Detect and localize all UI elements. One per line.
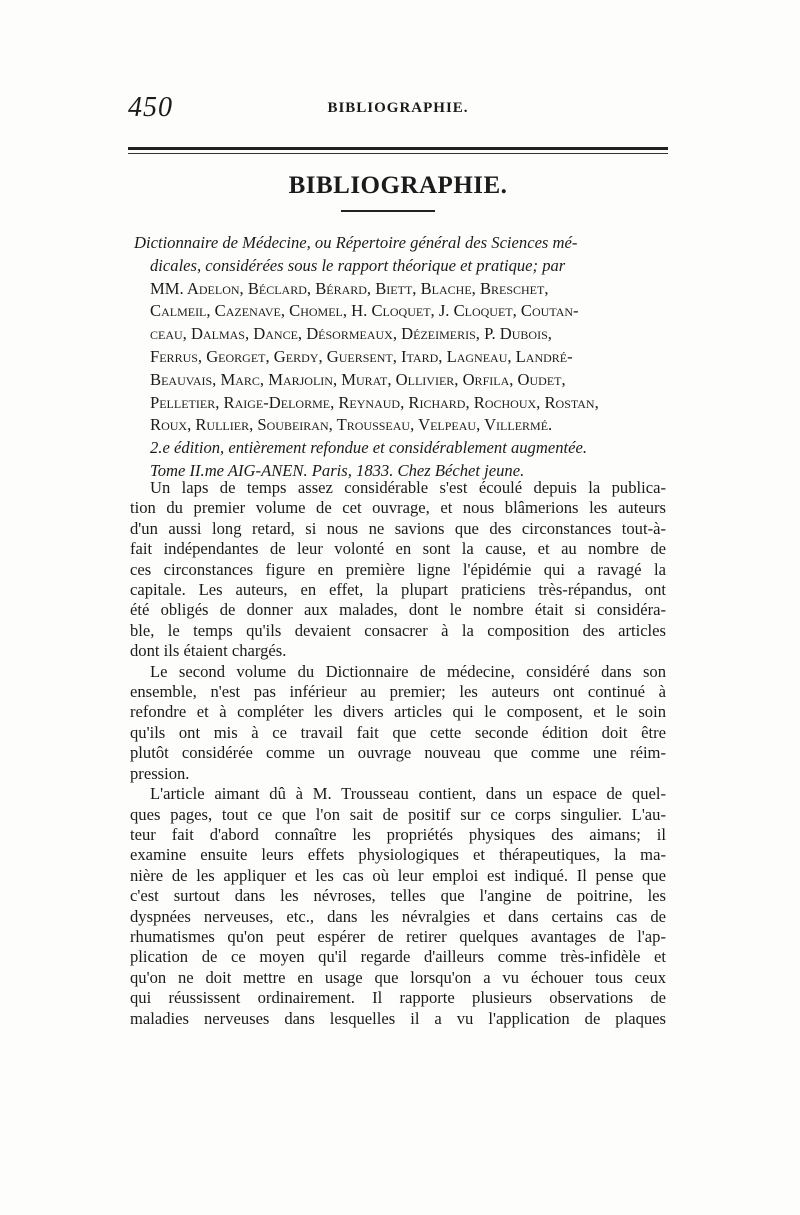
text-line: tion du premier volume de cet ouvrage, et nous blâmerions les auteurs [130, 498, 666, 518]
page-number: 450 [128, 92, 173, 123]
text-line: examine ensuite leurs effets physiologiques et thérapeutiques, la ma- [130, 845, 666, 865]
text-line: fait indépendantes de leur volonté en sont la cause, et au nombre de [130, 539, 666, 559]
title-rule [341, 210, 435, 212]
text-line: nière de les appliquer et les cas où leur emploi est indiqué. Il pense que [130, 865, 666, 885]
text-line: qu'on ne doit mettre en usage que lorsqu'on a vu échouer tous ceux [130, 967, 666, 987]
citation-line: 2.e édition, entièrement refondue et considérablement augmentée. [150, 438, 587, 458]
text-line: plication de ce moyen qu'il regarde d'ailleurs comme très-infidèle et [130, 947, 666, 967]
text-line: été obligés de donner aux malades, dont le nombre était si considéra- [130, 600, 666, 620]
text-line: maladies nerveuses dans lesquelles il a vu l'application de plaques [130, 1008, 666, 1028]
text-line: qu'ils ont mis à ce travail fait que cette seconde édition doit être [130, 722, 666, 742]
running-head [128, 92, 668, 126]
text-line: refondre et à compléter les divers articles qui le composent, et le soin [130, 702, 666, 722]
citation-line: Ferrus, Georget, Gerdy, Guersent, Itard, Lagneau, Landré- [150, 346, 573, 366]
text-line: d'un aussi long retard, si nous ne savions que des circonstances tout-à- [130, 518, 666, 538]
text-line: ques pages, tout ce que l'on sait de positif sur ce corps singulier. L'au- [130, 804, 666, 824]
article-body [130, 478, 666, 1029]
citation-line: Roux, Rullier, Soubeiran, Trousseau, Velpeau, Villermé. [150, 415, 553, 435]
text-line: c'est surtout dans les névroses, telles que l'angine de poitrine, les [130, 886, 666, 906]
text-line: plutôt considérée comme un ouvrage nouveau que comme une réim- [130, 743, 666, 763]
header-rule-thick [128, 147, 668, 150]
text-line: dyspnées nerveuses, etc., dans les névralgies et dans certains cas de [130, 906, 666, 926]
text-line: L'article aimant dû à M. Trousseau contient, dans un espace de quel- [150, 784, 666, 804]
citation-line: Calmeil, Cazenave, Chomel, H. Cloquet, J. Cloquet, Coutan- [150, 301, 579, 321]
text-line: Un laps de temps assez considérable s'est écoulé depuis la publica- [150, 478, 666, 497]
text-line: dont ils étaient chargés. [130, 641, 287, 661]
citation-line: Tome II.me AIG-ANEN. Paris, 1833. Chez Béchet jeune. [150, 460, 525, 480]
text-line: ensemble, n'est pas inférieur au premier; les auteurs ont continué à [130, 682, 666, 702]
running-head-title: BIBLIOGRAPHIE. [327, 100, 469, 116]
text-line: qui réussissent ordinairement. Il rapporte plusieurs observations de [130, 988, 666, 1008]
text-line: rhumatismes qu'on peut espérer de retirer quelques avantages de l'ap- [130, 926, 666, 946]
citation-line: Beauvais, Marc, Marjolin, Murat, Ollivier, Orfila, Oudet, [150, 369, 566, 389]
text-line: pression. [130, 763, 190, 783]
text-line: teur fait d'abord connaître les propriétés physiques des aimans; il [130, 824, 666, 844]
citation-line: Dictionnaire de Médecine, ou Répertoire général des Sciences mé- [134, 233, 578, 252]
citation-line: ceau, Dalmas, Dance, Désormeaux, Dézeimeris, P. Dubois, [150, 324, 552, 344]
bibliographic-citation [134, 232, 662, 483]
citation-line: MM. Adelon, Béclard, Bérard, Biett, Blache, Breschet, [150, 278, 549, 298]
citation-line: dicales, considérées sous le rapport théorique et pratique; par [150, 255, 566, 275]
text-line: Le second volume du Dictionnaire de médecine, considéré dans son [150, 661, 666, 681]
header-rule-thin [128, 153, 668, 154]
text-line: ces circonstances figure en première ligne l'épidémie qui a ravagé la [130, 559, 666, 579]
text-line: capitale. Les auteurs, en effet, la plupart praticiens très-répandus, ont [130, 580, 666, 600]
text-line: ble, le temps qu'ils devaient consacrer à la composition des articles [130, 620, 666, 640]
citation-line: Pelletier, Raige-Delorme, Reynaud, Richard, Rochoux, Rostan, [150, 392, 599, 412]
section-title: BIBLIOGRAPHIE. [288, 172, 508, 199]
